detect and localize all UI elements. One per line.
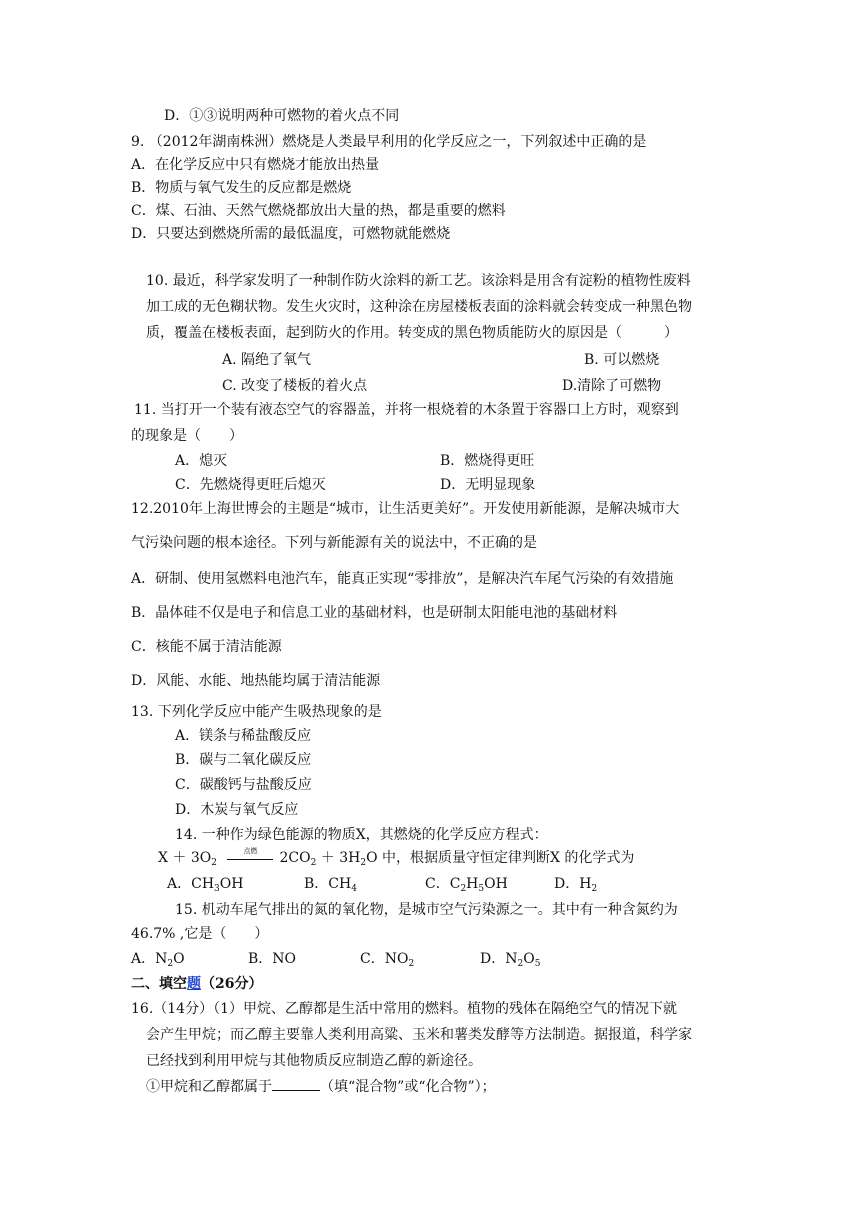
subscript: 2	[517, 959, 524, 969]
question-stem: 13. 下列化学反应中能产生吸热现象的是	[131, 704, 382, 720]
option-b: B．燃烧得更旺	[440, 453, 535, 469]
chemical-equation	[158, 849, 634, 867]
subscript: 5	[534, 959, 541, 969]
question-stem-line: 12.2010年上海世博会的主题是“城市，让生活更美好”。开发使用新能源，是解决城市大	[131, 501, 680, 517]
option-b: B．碳与二氧化碳反应	[175, 752, 312, 768]
reaction-arrow-line	[227, 859, 273, 860]
equation-product-1: 2CO	[279, 850, 311, 866]
question-stem-line: 15. 机动车尾气排出的氮的氧化物，是城市空气污染源之一。其中有一种含氮约为	[175, 902, 678, 918]
option-text: O	[523, 951, 535, 967]
option-c: C．先燃烧得更旺后熄灭	[175, 477, 326, 493]
subscript: 2	[460, 884, 467, 894]
option-text: D．H	[554, 876, 592, 892]
question-stem-line: 质，覆盖在楼板表面，起到防火的作用。转变成的黑色物质能防火的原因是（ ）	[146, 325, 678, 341]
subpart-text: （填“混合物”或“化合物”）；	[320, 1079, 496, 1095]
option-a	[131, 950, 185, 968]
option-c: C. 改变了楼板的着火点	[222, 378, 368, 394]
option-text: B．CH	[304, 876, 352, 892]
question-stem-line: 气污染问题的根本途径。下列与新能源有关的说法中，不正确的是	[131, 535, 537, 551]
question-stem-line: 会产生甲烷；而乙醇主要靠人类利用高粱、玉米和薯类发酵等方法制造。据报道，科学家	[146, 1027, 692, 1043]
option-text: OH	[219, 876, 244, 892]
option-a: A．研制、使用氢燃料电池汽车，能真正实现“零排放”，是解决汽车尾气污染的有效措施	[131, 571, 674, 587]
subscript: 3	[214, 884, 220, 894]
section-heading	[131, 975, 262, 993]
option-text: A．CH	[167, 876, 215, 892]
section-heading-link[interactable]: 题	[187, 976, 201, 992]
option-a: A. 隔绝了氧气	[222, 352, 312, 368]
option-text: OH	[484, 876, 508, 892]
option-d: D．风能、水能、地热能均属于清洁能源	[131, 673, 381, 689]
option-c: C．碳酸钙与盐酸反应	[175, 777, 312, 793]
option-b: B．晶体硅不仅是电子和信息工业的基础材料，也是研制太阳能电池的基础材料	[131, 605, 618, 621]
subscript: 2	[211, 858, 217, 868]
option-a	[167, 875, 243, 893]
option-c: C．煤、石油、天然气燃烧都放出大量的热，都是重要的燃料	[131, 203, 506, 219]
subpart-text: ①甲烷和乙醇都属于	[146, 1079, 272, 1095]
option-d: D.清除了可燃物	[562, 378, 662, 394]
subscript: 4	[351, 884, 357, 894]
option-text: O	[173, 951, 185, 967]
option-d: D．只要达到燃烧所需的最低温度，可燃物就能燃烧	[131, 226, 451, 242]
question-stem-line: 的现象是（ ）	[131, 428, 243, 444]
option-text: D．N	[480, 951, 518, 967]
question-8-option-d: D．①③说明两种可燃物的着火点不同	[164, 108, 400, 124]
option-text: A．N	[131, 951, 168, 967]
subscript: 2	[591, 884, 598, 894]
subscript: 2	[167, 959, 174, 969]
subscript: 2	[408, 959, 415, 969]
option-text: C．NO	[360, 951, 409, 967]
reaction-condition: 点燃	[243, 847, 258, 855]
question-stem-line: 已经找到利用甲烷与其他物质反应制造乙醇的新途径。	[146, 1053, 482, 1069]
section-heading-suffix: （26分）	[201, 976, 263, 992]
option-b: B. 可以燃烧	[584, 352, 660, 368]
option-a: A．熄灭	[175, 453, 228, 469]
question-stem: 9. （2012年湖南株洲）燃烧是人类最早利用的化学反应之一，下列叙述中正确的是	[131, 134, 647, 150]
question-subpart	[146, 1078, 496, 1096]
option-b	[304, 875, 357, 893]
question-stem-line: 16.（14分）（1）甲烷、乙醇都是生活中常用的燃料。植物的残体在隔绝空气的情况下就	[131, 1001, 677, 1017]
option-d	[480, 950, 540, 968]
equation-plus: ＋ 3H	[316, 850, 361, 866]
equation-tail: O 中，根据质量守恒定律判断X 的化学式为	[366, 850, 635, 866]
option-d: D．无明显现象	[440, 477, 536, 493]
option-c: C．核能不属于清洁能源	[131, 639, 282, 655]
question-stem-line: 10. 最近，科学家发明了一种制作防火涂料的新工艺。该涂料是用含有淀粉的植物性废料	[146, 273, 691, 289]
question-stem-line: 11. 当打开一个装有液态空气的容器盖，并将一根烧着的木条置于容器口上方时，观察到	[134, 402, 679, 418]
option-a: A．镁条与稀盐酸反应	[175, 728, 312, 744]
equation-reactants: X ＋ 3O	[158, 850, 212, 866]
option-b: B．物质与氧气发生的反应都是燃烧	[131, 180, 352, 196]
question-stem-line: 加工成的无色糊状物。发生火灾时，这种涂在房屋楼板表面的涂料就会转变成一种黑色物	[146, 299, 692, 315]
option-d	[554, 875, 597, 893]
option-d: D．木炭与氧气反应	[175, 802, 299, 818]
option-b: B．NO	[248, 951, 297, 967]
subscript: 5	[478, 884, 485, 894]
option-c	[425, 875, 508, 893]
option-a: A．在化学反应中只有燃烧才能放出热量	[131, 157, 380, 173]
answer-blank[interactable]	[272, 1078, 320, 1091]
option-text: C．C	[425, 876, 461, 892]
subscript: 2	[360, 858, 367, 868]
question-stem-line: 46.7% ,它是（ ）	[131, 926, 269, 942]
option-c	[360, 950, 414, 968]
question-stem: 14. 一种作为绿色能源的物质X，其燃烧的化学反应方程式：	[175, 827, 548, 843]
option-text: H	[466, 876, 479, 892]
reaction-arrow	[227, 847, 273, 865]
subscript: 2	[310, 858, 317, 868]
section-heading-prefix: 二、填空	[131, 976, 187, 992]
